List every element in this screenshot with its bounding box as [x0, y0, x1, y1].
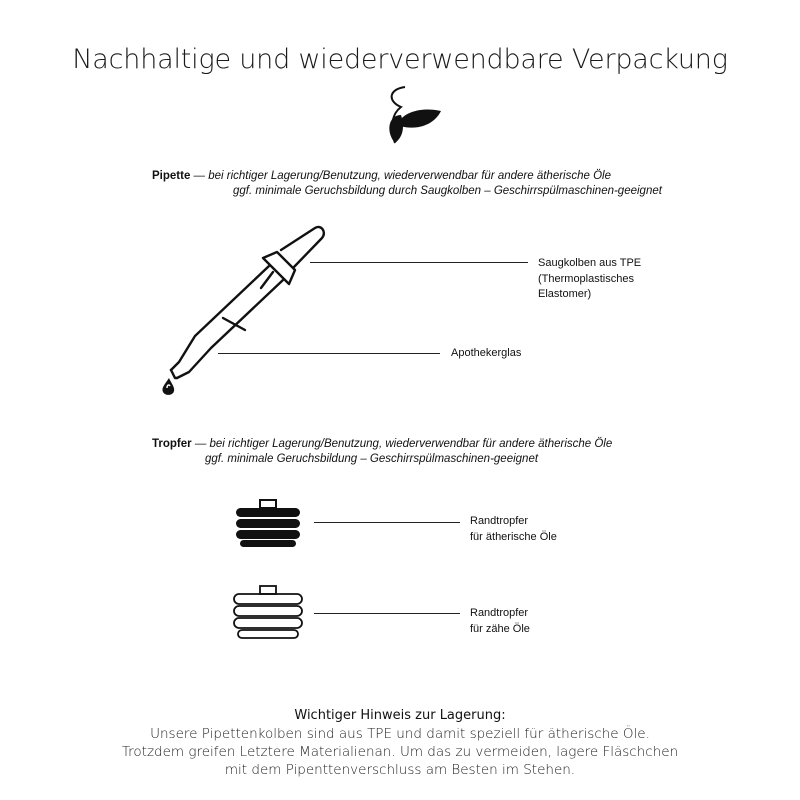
pipette-description-line2: ggf. minimale Geruchsbildung durch Saugkolben – Geschirrspülmaschinen-geeignet — [233, 185, 662, 197]
notice-line-2: Trotzdem greifen Letztere Materialienan. Um das zu vermeiden, lagere Fläschchen — [121, 744, 679, 760]
bulb-callout-line1: Saugkolben aus TPE — [538, 257, 642, 269]
dropper-oils-callout — [470, 514, 557, 545]
dropper-viscous-callout-line2: für zähe Öle — [470, 622, 530, 635]
pipette-heading — [152, 168, 611, 184]
dropper-oils-callout-line2: für ätherische Öle — [470, 530, 557, 543]
bulb-callout-line — [310, 262, 528, 263]
dropper-viscous-callout-line — [314, 613, 460, 614]
pipette-description-line1: — bei richtiger Lagerung/Benutzung, wiederverwendbar für andere ätherische Öle — [190, 170, 611, 182]
dropper-viscous-callout-line1: Randtropfer — [470, 607, 529, 619]
dropper-oils-callout-line — [314, 522, 460, 523]
bulb-callout — [538, 256, 641, 303]
notice-title: Wichtiger Hinweis zur Lagerung: — [294, 708, 506, 723]
notice-body — [0, 725, 800, 779]
bulb-callout-line2: (Thermoplastisches — [538, 272, 634, 285]
notice-line-3: mit dem Pipenttenverschluss am Besten im Stehen. — [224, 762, 576, 778]
pipette-label: Pipette — [152, 170, 191, 182]
dropper-label: Tropfer — [152, 438, 192, 450]
dropper-viscous-callout — [470, 606, 530, 637]
dropper-description-line1: — bei richtiger Lagerung/Benutzung, wiederverwendbar für andere ätherische Öle — [191, 438, 613, 450]
dropper-icon — [232, 498, 304, 550]
page-title: Nachhaltige und wiederverwendbare Verpackung — [72, 44, 728, 75]
glass-callout-line — [218, 353, 440, 354]
leaf-icon — [383, 85, 443, 147]
dropper-description-line2: ggf. minimale Geruchsbildung – Geschirrspülmaschinen-geeignet — [205, 453, 539, 465]
notice-line-1: Unsere Pipettenkolben sind aus TPE und damit speziell für ätherische Öle. — [150, 726, 650, 742]
glass-callout: Apothekerglas — [451, 347, 522, 359]
bulb-callout-line3: Elastomer) — [538, 288, 592, 300]
pipette-icon — [155, 222, 335, 402]
dropper-outline-icon — [230, 584, 306, 644]
dropper-heading — [152, 436, 612, 452]
dropper-oils-callout-line1: Randtropfer — [470, 515, 529, 527]
